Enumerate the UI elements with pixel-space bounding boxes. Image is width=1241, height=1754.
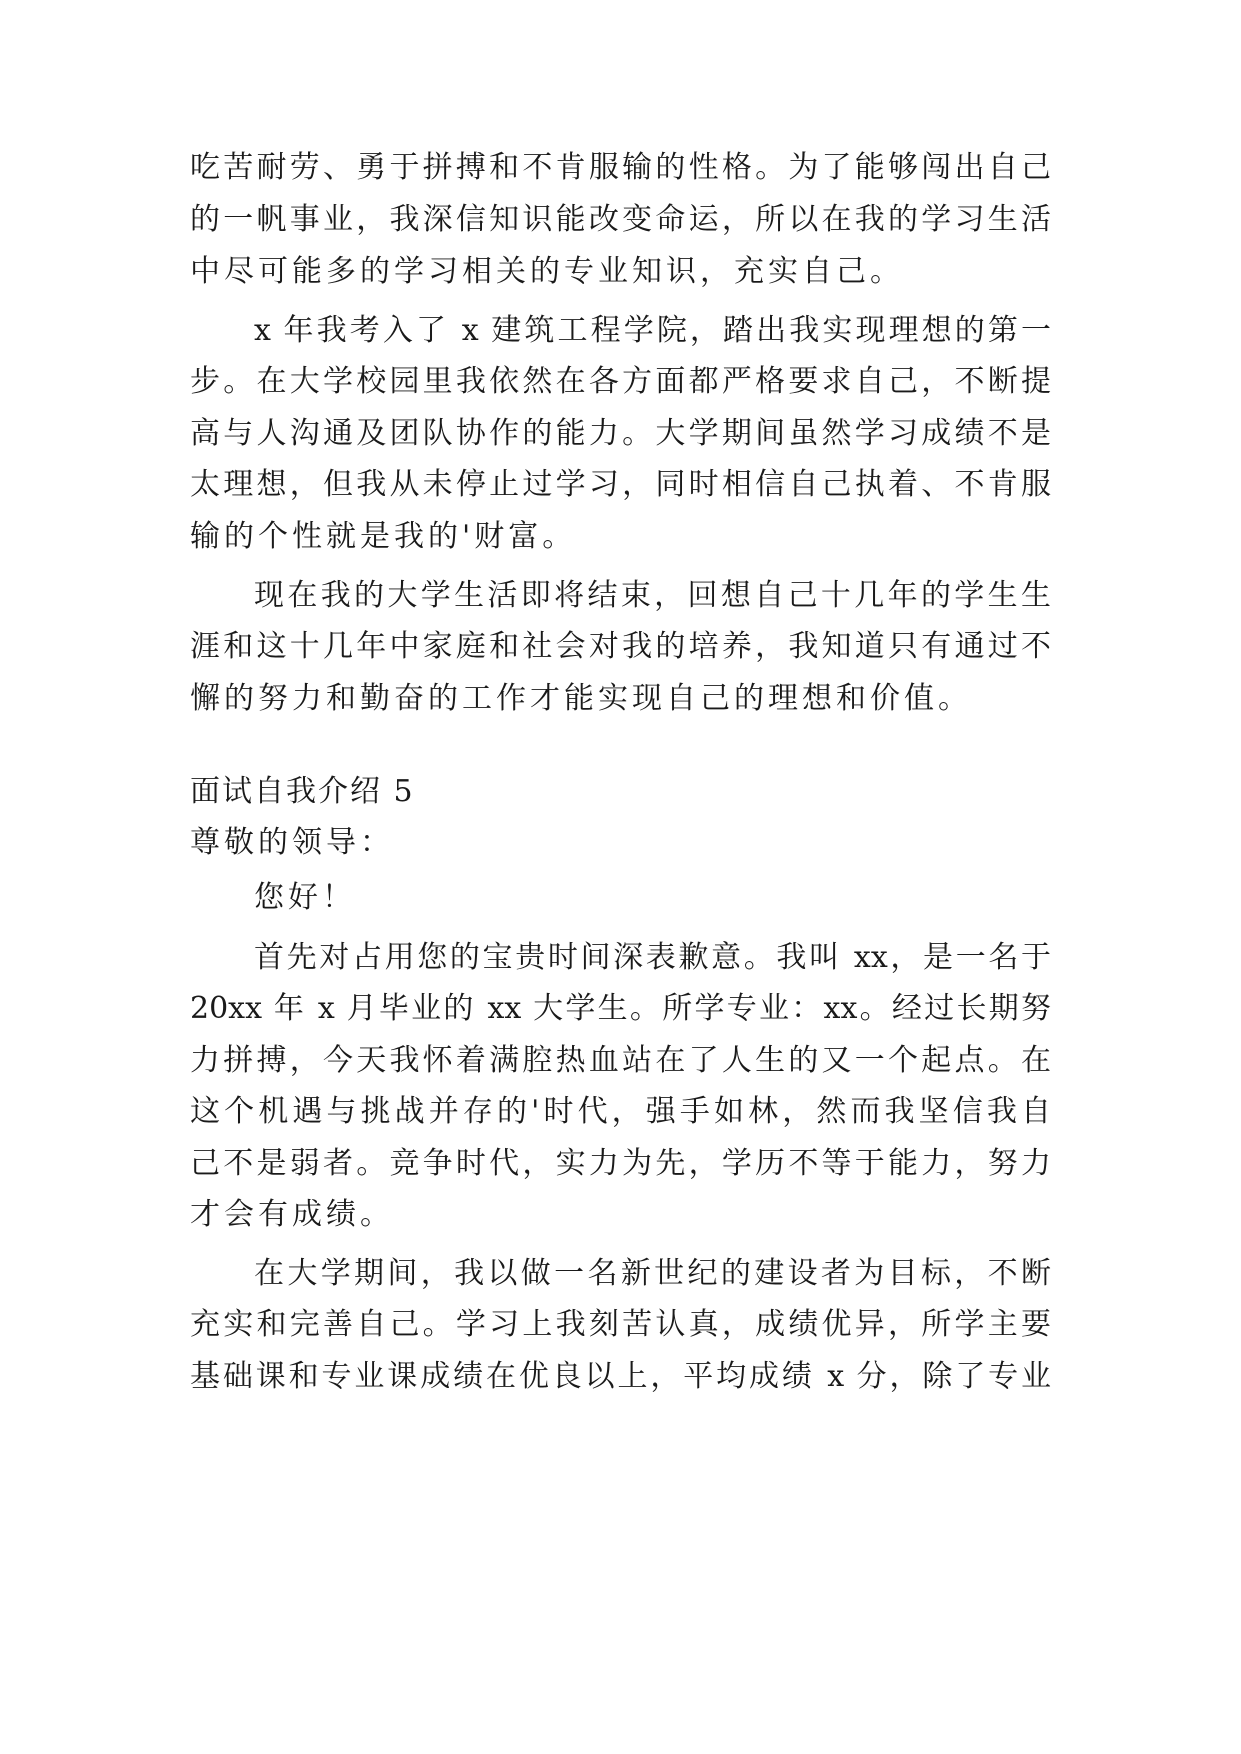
paragraph-1-line-1: 吃苦耐劳、勇于拼搏和不肯服输的性格。为了能够闯出自己 xyxy=(190,150,1051,185)
paragraph-5-line-1: 在大学期间，我以做一名新世纪的建设者为目标，不断 xyxy=(254,1256,1051,1291)
paragraph-2-line-4: 太理想，但我从未停止过学习，同时相信自己执着、不肯服 xyxy=(190,467,1051,502)
paragraph-5-line-3: 基础课和专业课成绩在优良以上，平均成绩 x 分，除了专业 xyxy=(190,1359,1051,1394)
paragraph-2-line-5: 输的个性就是我的'财富。 xyxy=(190,519,577,554)
paragraph-4-line-5: 己不是弱者。竞争时代，实力为先，学历不等于能力，努力 xyxy=(190,1146,1051,1181)
section-title: 面试自我介绍 5 xyxy=(190,774,415,809)
paragraph-1-line-3: 中尽可能多的学习相关的专业知识，充实自己。 xyxy=(190,254,904,289)
paragraph-4-line-1: 首先对占用您的宝贵时间深表歉意。我叫 xx，是一名于 xyxy=(254,940,1051,975)
greeting: 您好！ xyxy=(254,880,356,915)
paragraph-3-line-3: 懈的努力和勤奋的工作才能实现自己的理想和价值。 xyxy=(190,681,972,716)
paragraph-4-line-6: 才会有成绩。 xyxy=(190,1197,394,1232)
paragraph-2-line-3: 高与人沟通及团队协作的能力。大学期间虽然学习成绩不是 xyxy=(190,416,1051,451)
paragraph-2-line-1: x 年我考入了 x 建筑工程学院，踏出我实现理想的第一 xyxy=(254,313,1051,348)
paragraph-4-line-2: 20xx 年 x 月毕业的 xx 大学生。所学专业：xx。经过长期努 xyxy=(190,991,1051,1026)
paragraph-3-line-2: 涯和这十几年中家庭和社会对我的培养，我知道只有通过不 xyxy=(190,629,1051,664)
salutation: 尊敬的领导： xyxy=(190,825,394,860)
paragraph-4-line-3: 力拼搏，今天我怀着满腔热血站在了人生的又一个起点。在 xyxy=(190,1043,1051,1078)
paragraph-1-line-2: 的一帆事业，我深信知识能改变命运，所以在我的学习生活 xyxy=(190,202,1051,237)
paragraph-3-line-1: 现在我的大学生活即将结束，回想自己十几年的学生生 xyxy=(254,578,1051,613)
paragraph-4-line-4: 这个机遇与挑战并存的'时代，强手如林，然而我坚信我自 xyxy=(190,1094,1051,1129)
paragraph-2-line-2: 步。在大学校园里我依然在各方面都严格要求自己，不断提 xyxy=(190,364,1051,399)
paragraph-5-line-2: 充实和完善自己。学习上我刻苦认真，成绩优异，所学主要 xyxy=(190,1307,1051,1342)
